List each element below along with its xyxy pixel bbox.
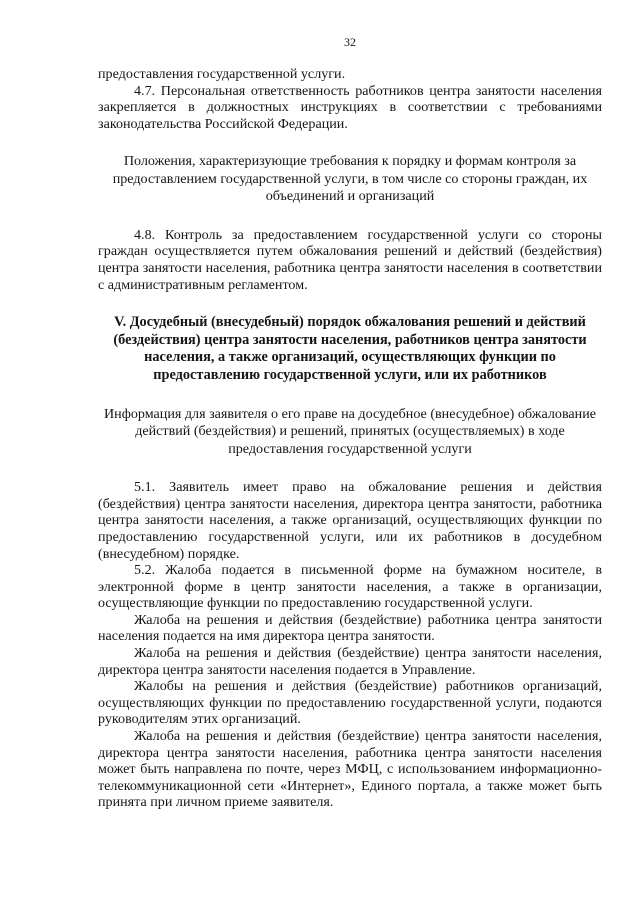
paragraph-4-7: 4.7. Персональная ответственность работников центра занятости населения закрепляется в должностных инструкциях в соответствии с требованиями законодательства Российской Федерации. xyxy=(98,82,602,132)
paragraph-4-8: 4.8. Контроль за предоставлением государственной услуги со стороны граждан осуществляется путем обжалования решений и действий (бездействия) центра занятости населения, работника центра занятости населения в соответствии с административным регламентом. xyxy=(98,226,602,293)
page-number: 32 xyxy=(344,35,356,49)
paragraph-complaint-employee: Жалоба на решения и действия (бездействие) работника центра занятости населения подается на имя директора центра занятости. xyxy=(98,611,602,645)
paragraph-complaint-channels: Жалоба на решения и действия (бездействие) центра занятости населения, директора центра занятости населения, работника центра занятости населения может быть направлена по почте, через МФЦ, с использованием информационно-телекоммуникационной сети «Интернет», Единого портала, а также может быть принята при личном приеме заявителя. xyxy=(98,728,602,811)
section-v-heading: V. Досудебный (внесудебный) порядок обжалования решений и действий (бездействия) центра занятости населения, работников центра занятости населения, а также организаций, осуществляющих функции по предоставлению государственной услуги, или их работников xyxy=(113,314,587,384)
subheading-control-requirements: Положения, характеризующие требования к порядку и формам контроля за предоставлением государственной услуги, в том числе со стороны граждан, их объединений и организаций xyxy=(112,153,588,205)
paragraph-continuation: предоставления государственной услуги. xyxy=(98,66,346,82)
paragraph-5-1: 5.1. Заявитель имеет право на обжалование решения и действия (бездействия) центра занятости населения, директора центра занятости, работника центра занятости населения, а также организаций, осуществляющих функции по предоставлению государственной услуги, или их работников в досудебном (внесудебном) порядке. xyxy=(98,479,602,562)
paragraph-complaint-director: Жалоба на решения и действия (бездействие) центра занятости населения, директора центра занятости населения подается в Управление. xyxy=(98,645,602,678)
paragraph-complaint-organizations: Жалобы на решения и действия (бездействие) работников организаций, осуществляющих функции по предоставлению государственной услуги, подаются руководителям этих организаций. xyxy=(98,678,602,728)
subheading-appeal-information: Информация для заявителя о его праве на досудебное (внесудебное) обжалование действий (бездействия) и решений, принятых (осуществляемых) в ходе предоставления государственной услуги xyxy=(103,405,597,457)
paragraph-5-2: 5.2. Жалоба подается в письменной форме на бумажном носителе, в электронной форме в центр занятости населения, а также в организации, осуществляющие функции по предоставлению государственной услуги. xyxy=(98,562,602,612)
